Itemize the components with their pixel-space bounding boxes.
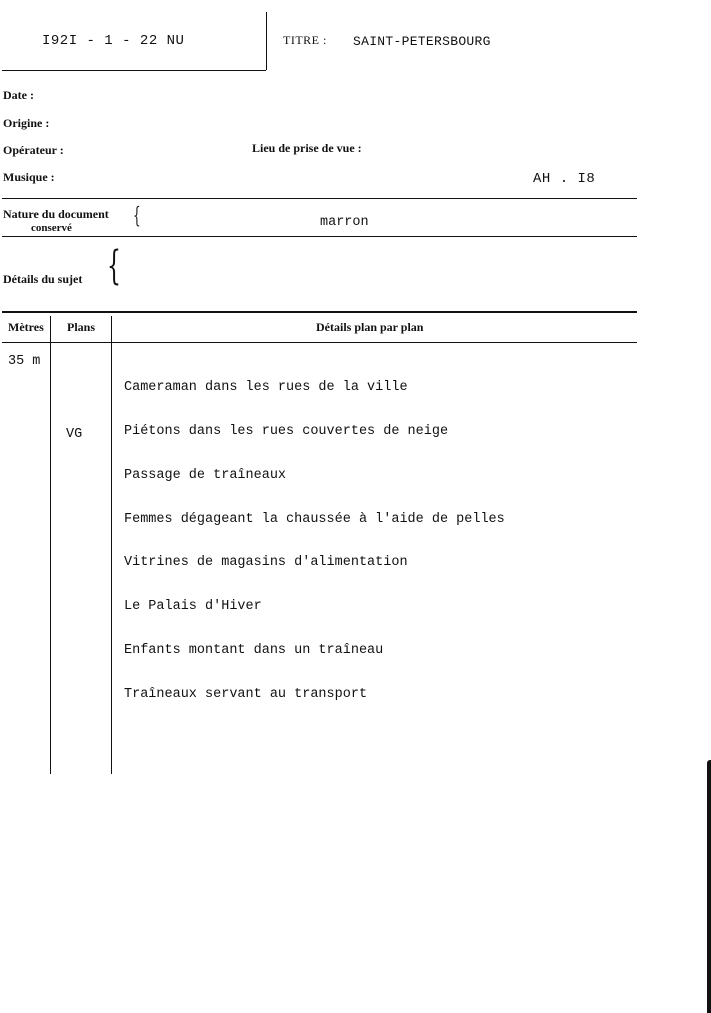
plan-details-list [124, 352, 505, 717]
column-divider-plans [111, 316, 112, 774]
brace-details-sujet: { [107, 243, 121, 289]
col-details-header: Détails plan par plan [316, 320, 424, 334]
plan-line: Enfants montant dans un traîneau [124, 642, 384, 658]
header-underline [2, 70, 266, 71]
header-divider [266, 12, 267, 70]
brace-nature: { [133, 204, 141, 229]
page-edge-shadow [707, 760, 711, 1013]
metres-value: 35 m [8, 354, 41, 369]
rule-after-nature [2, 236, 637, 237]
titre-value: SAINT-PETERSBOURG [353, 34, 491, 49]
plan-line: Piétons dans les rues couvertes de neige [124, 423, 449, 439]
column-divider-metres [50, 316, 51, 774]
rule-after-musique [2, 198, 637, 199]
nature-value: marron [320, 215, 369, 230]
nature-label-conserve: conservé [31, 222, 72, 234]
plan-line: Le Palais d'Hiver [124, 599, 262, 615]
date-label: Date : [3, 88, 34, 102]
musique-label: Musique : [3, 170, 55, 184]
origine-label: Origine : [3, 116, 50, 130]
rule-before-table [2, 311, 637, 313]
plans-value: VG [66, 427, 83, 442]
rule-table-header [2, 342, 637, 343]
document-reference: I92I - 1 - 22 NU [42, 33, 185, 49]
nature-label: Nature du document [3, 207, 109, 221]
col-metres-header: Mètres [8, 320, 44, 334]
operateur-label: Opérateur : [3, 143, 64, 157]
plan-line: Femmes dégageant la chaussée à l'aide de pelles [124, 511, 505, 527]
details-sujet-label: Détails du sujet [3, 272, 83, 286]
plan-line: Traîneaux servant au transport [124, 686, 368, 702]
col-plans-header: Plans [67, 320, 96, 334]
plan-line: Vitrines de magasins d'alimentation [124, 555, 408, 571]
lieu-label: Lieu de prise de vue : [252, 141, 362, 155]
titre-label: TITRE : [283, 33, 327, 47]
archive-code: AH . I8 [533, 171, 596, 187]
plan-line: Passage de traîneaux [124, 467, 287, 483]
plan-line: Cameraman dans les rues de la ville [124, 380, 408, 396]
